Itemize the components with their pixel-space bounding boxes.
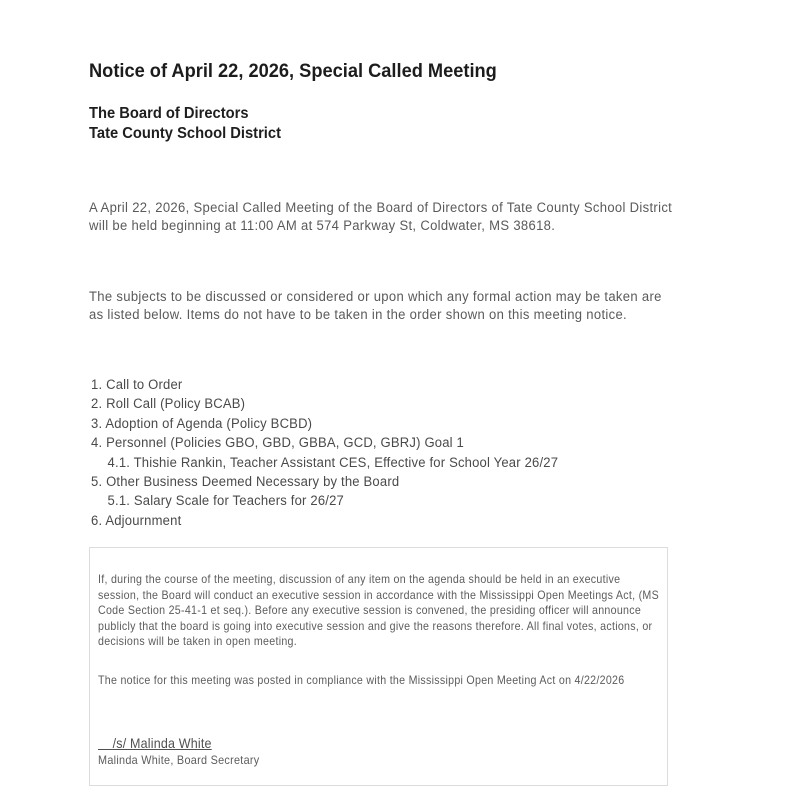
agenda-item [91,434,558,453]
agenda-item-text: Adoption of Agenda (Policy BCBD) [105,415,313,432]
agenda-item-text: Thishie Rankin, Teacher Assistant CES, Effective for School Year 26/27 [133,454,559,471]
agenda-item-text: Personnel (Policies GBO, GBD, GBBA, GCD, GBRJ) Goal 1 [106,435,465,452]
agenda-item-number: 5. [91,474,103,491]
signer-title: Malinda White, Board Secretary [98,753,260,767]
district-name: Tate County School District [89,125,281,142]
executive-session-statement: If, during the course of the meeting, discussion of any item on the agenda should be held in an executive session, the Board will conduct an executive session in accordance with the Mississippi Open Meetings Act, (MS Code Section 25-41-1 et seq.). Before any executive session is convened, the presiding officer will announce publicly that the board is going into executive session and give the reasons therefore. All final votes, actions, or decisions will be taken in open meeting. [98,573,659,649]
agenda-item-text: Other Business Deemed Necessary by the Board [106,474,400,491]
agenda-item-number: 6. [91,512,103,529]
agenda-item-number: 3. [91,415,103,432]
agenda-item-number: 4. [91,435,103,452]
legal-notice-box [89,547,668,786]
agenda-item [91,395,558,414]
meeting-intro-paragraph: A April 22, 2026, Special Called Meeting of the Board of Directors of Tate County School District will be held beginning at 11:00 AM at 574 Parkway St, Coldwater, MS 38618. [89,200,673,234]
agenda-item [91,512,558,531]
agenda-item-number: 2. [91,396,103,413]
subjects-paragraph: The subjects to be discussed or considered or upon which any formal action may be taken are as listed below. Items do not have to be taken in the order shown on this meeting notice. [89,289,662,323]
agenda-item-text: Call to Order [106,377,183,393]
agenda-item [91,376,558,395]
board-name: The Board of Directors [89,105,249,122]
secretary-signature: /s/ Malinda White [98,736,212,751]
agenda-item [91,415,558,434]
notice-title: Notice of April 22, 2026, Special Called Meeting [89,61,497,82]
agenda-item [91,473,558,492]
agenda-item-number: 5.1. [107,493,131,510]
agenda-item-number: 1. [91,377,103,393]
agenda-subitem [91,492,558,511]
organization-heading [89,104,281,144]
agenda-subitem [91,454,558,473]
agenda-item-text: Salary Scale for Teachers for 26/27 [133,493,344,510]
agenda-item-text: Adjournment [105,512,182,529]
posting-compliance-statement: The notice for this meeting was posted in compliance with the Mississippi Open Meeting Act on 4/22/2026 [98,674,625,687]
agenda-list [91,376,558,531]
agenda-item-text: Roll Call (Policy BCAB) [106,396,246,413]
agenda-item-number: 4.1. [107,454,131,471]
